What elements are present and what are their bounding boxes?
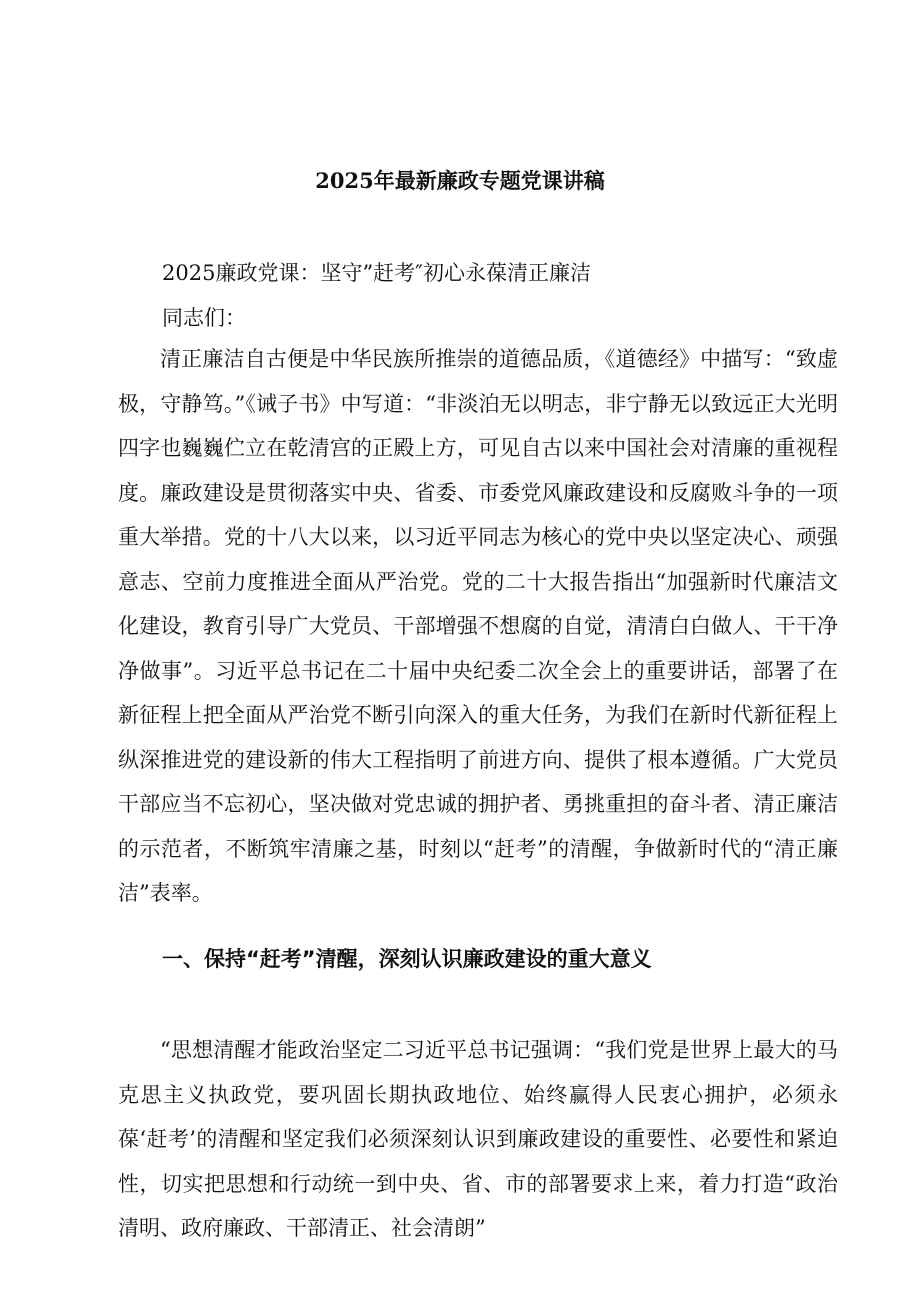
document-title: 2025年最新廉政专题党课讲稿 <box>315 168 605 193</box>
salutation: 同志们： <box>162 306 246 330</box>
section-heading-1: 一、保持“赶考”清醒，深刻认识廉政建设的重大意义 <box>162 947 652 971</box>
body-paragraph-1: 清正廉洁自古便是中华民族所推崇的道德品质，《道德经》中描写：“致虚极，守静笃。”《诫子书》中写道：“非淡泊无以明志，非宁静无以致远正大光明四字也巍巍伫立在乾清宫的正殿上方，可见自古以来中国社会对清廉的重视程度。廉政建设是贯彻落实中央、省委、市委党风廉政建设和反腐败斗争的一项重大举措。党的十八大以来，以习近平同志为核心的党中央以坚定决心、顽强意志、空前力度推进全面从严治党。党的二十大报告指出“加强新时代廉洁文化建设，教育引导广大党员、干部增强不想腐的自觉，清清白白做人、干干净净做事”。习近平总书记在二十届中央纪委二次全会上的重要讲话，部署了在新征程上把全面从严治党不断引向深入的重大任务，为我们在新时代新征程上纵深推进党的建设新的伟大工程指明了前进方向、提供了根本遵循。广大党员干部应当不忘初心，坚决做对党忠诚的拥护者、勇挑重担的奋斗者、清正廉洁的示范者，不断筑牢清廉之基，时刻以“赶考”的清醒，争做新时代的“清正廉洁”表率。 <box>118 347 838 905</box>
document-subtitle: 2025廉政党课：坚守”赶考″初心永葆清正廉洁 <box>162 261 592 285</box>
body-paragraph-2: “思想清醒才能政治坚定二习近平总书记强调：“我们党是世界上最大的马克思主义执政党，要巩固长期执政地位、始终赢得人民衷心拥护，必须永葆‘赶考’的清醒和坚定我们必须深刻认识到廉政建设的重要性、必要性和紧迫性，切实把思想和行动统一到中央、省、市的部署要求上来，着力打造“政治清明、政府廉政、干部清正、社会清朗” <box>118 1038 838 1240</box>
